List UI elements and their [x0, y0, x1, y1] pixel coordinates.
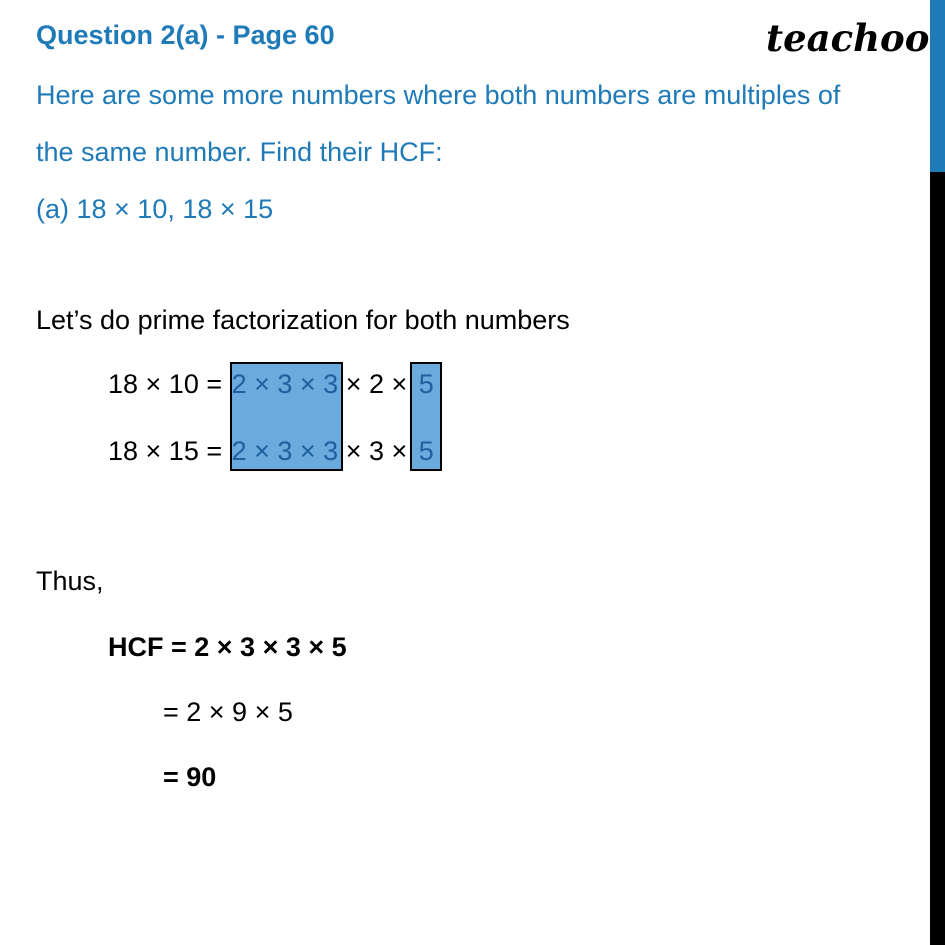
factorization-row-2 — [108, 436, 434, 467]
row-2-common-five: 5 — [418, 436, 434, 466]
row-2-middle: × 3 × — [338, 436, 415, 466]
question-line-1: Here are some more numbers where both numbers are multiples of — [36, 80, 841, 110]
page-title: Question 2(a) - Page 60 — [36, 20, 335, 50]
row-1-middle: × 2 × — [338, 369, 415, 399]
row-1-common-factors: 2 × 3 × 3 — [231, 369, 339, 399]
row-1-lhs: 18 × 10 = — [108, 369, 230, 399]
question-line-2: the same number. Find their HCF: — [36, 137, 443, 167]
hcf-expression: HCF = 2 × 3 × 3 × 5 — [108, 632, 347, 662]
hcf-result: = 90 — [163, 762, 217, 792]
thus-label: Thus, — [36, 566, 104, 596]
solution-intro: Let’s do prime factorization for both numbers — [36, 305, 570, 335]
scrollbar-thumb[interactable] — [930, 0, 945, 172]
row-1-common-five: 5 — [418, 369, 434, 399]
row-2-common-factors: 2 × 3 × 3 — [231, 436, 339, 466]
row-2-lhs: 18 × 15 = — [108, 436, 230, 466]
question-part-a: (a) 18 × 10, 18 × 15 — [36, 194, 274, 224]
factorization-row-1 — [108, 369, 434, 400]
hcf-step-2: = 2 × 9 × 5 — [163, 697, 293, 727]
teachoo-logo: teachoo — [766, 16, 930, 60]
